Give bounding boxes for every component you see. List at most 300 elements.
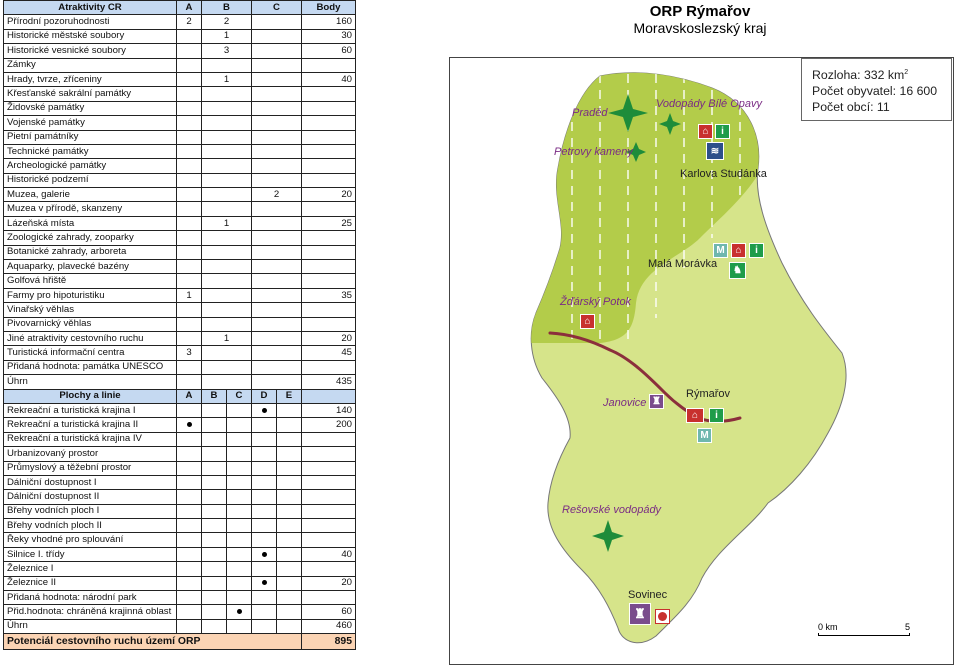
cell-d <box>252 591 277 605</box>
table-row <box>4 562 356 576</box>
cell-body <box>302 317 356 331</box>
cell-c: 2 <box>252 188 302 202</box>
table-row <box>4 619 356 633</box>
scale-bar <box>818 622 910 638</box>
cell-body: 60 <box>302 44 356 58</box>
cell-a <box>177 504 202 518</box>
table-row <box>4 418 356 432</box>
cell-b <box>202 447 227 461</box>
cell-b <box>202 375 252 389</box>
cell-body <box>302 562 356 576</box>
row-name: Železnice I <box>4 562 177 576</box>
total-value: 895 <box>302 634 356 650</box>
table-row <box>4 576 356 590</box>
cell-b <box>202 274 252 288</box>
label-mala: Malá Morávka <box>648 258 718 270</box>
table-row <box>4 29 356 43</box>
area-sup: 2 <box>904 69 909 76</box>
cell-c <box>252 245 302 259</box>
cell-c <box>227 418 252 432</box>
cell-body <box>302 504 356 518</box>
table-row <box>4 260 356 274</box>
table-row <box>4 188 356 202</box>
cell-e <box>277 605 302 619</box>
table-row <box>4 116 356 130</box>
row-name: Železnice II <box>4 576 177 590</box>
cell-a <box>177 188 202 202</box>
row-name: Hrady, tvrze, zříceniny <box>4 72 177 86</box>
cell-b <box>202 87 252 101</box>
cell-a <box>177 490 202 504</box>
cell-c <box>252 58 302 72</box>
cell-body <box>302 116 356 130</box>
cell-a: 2 <box>177 15 202 29</box>
cell-d <box>252 475 277 489</box>
cell-b <box>202 576 227 590</box>
cell-a <box>177 619 202 633</box>
table-row <box>4 144 356 158</box>
cell-c <box>252 375 302 389</box>
cell-c <box>227 475 252 489</box>
cell-c <box>227 547 252 561</box>
cell-a <box>177 303 202 317</box>
cell-b: 1 <box>202 216 252 230</box>
table-row <box>4 159 356 173</box>
cell-body: 40 <box>302 547 356 561</box>
table-row <box>4 360 356 374</box>
cell-a <box>177 418 202 432</box>
cell-body <box>302 274 356 288</box>
cell-a <box>177 44 202 58</box>
cell-e <box>277 562 302 576</box>
label-sovinec: Sovinec <box>628 589 668 601</box>
cell-body <box>302 260 356 274</box>
header-cell: Body <box>302 1 356 15</box>
cell-e <box>277 519 302 533</box>
bullet-dot-icon <box>262 552 267 557</box>
bullet-dot-icon <box>262 408 267 413</box>
cell-a <box>177 231 202 245</box>
cell-c <box>252 116 302 130</box>
cell-b <box>202 101 252 115</box>
cell-d <box>252 533 277 547</box>
cell-b <box>202 519 227 533</box>
cell-body: 20 <box>302 576 356 590</box>
cell-b <box>202 260 252 274</box>
cell-b <box>202 130 252 144</box>
cell-body <box>302 159 356 173</box>
header-cell: B <box>202 389 227 403</box>
label-petrovy: Petrovy kameny <box>554 146 633 158</box>
cell-c <box>227 403 252 417</box>
cell-b <box>202 591 227 605</box>
cell-a <box>177 547 202 561</box>
table-row <box>4 475 356 489</box>
museum-icon: M <box>713 243 728 258</box>
row-name: Vinařský věhlas <box>4 303 177 317</box>
cell-e <box>277 547 302 561</box>
row-name: Aquaparky, plavecké bazény <box>4 260 177 274</box>
cell-b <box>202 245 252 259</box>
label-rymarov: Rýmařov <box>686 388 731 400</box>
label-zdarsky: Žďárský Potok <box>560 296 632 308</box>
cell-body: 435 <box>302 375 356 389</box>
waterfall-icon: ≋ <box>706 142 724 160</box>
label-vodopady: Vodopády Bílé Opavy <box>656 98 762 110</box>
cell-c <box>252 346 302 360</box>
row-name: Rekreační a turistická krajina I <box>4 403 177 417</box>
header-cell: Atraktivity CR <box>4 1 177 15</box>
info-box <box>801 58 952 121</box>
row-name: Zoologické zahrady, zooparky <box>4 231 177 245</box>
spa-icon: ⌂ <box>731 243 746 258</box>
cell-a <box>177 130 202 144</box>
table-row <box>4 87 356 101</box>
attractivity-table <box>3 0 356 650</box>
cell-c <box>227 461 252 475</box>
row-name: Přid.hodnota: chráněná krajinná oblast <box>4 605 177 619</box>
cell-b: 3 <box>202 44 252 58</box>
cell-b <box>202 605 227 619</box>
cell-a <box>177 29 202 43</box>
cell-body: 60 <box>302 605 356 619</box>
cell-b <box>202 490 227 504</box>
row-name: Lázeňská místa <box>4 216 177 230</box>
table-row <box>4 173 356 187</box>
cell-d <box>252 461 277 475</box>
row-name: Řeky vhodné pro splouvání <box>4 533 177 547</box>
cell-c <box>252 144 302 158</box>
cell-body <box>302 101 356 115</box>
cell-c <box>252 331 302 345</box>
row-name: Břehy vodních ploch I <box>4 504 177 518</box>
row-name: Křesťanské sakrální památky <box>4 87 177 101</box>
row-name: Přidaná hodnota: památka UNESCO <box>4 360 177 374</box>
total-label: Potenciál cestovního ruchu území ORP <box>4 634 302 650</box>
cell-c <box>252 101 302 115</box>
cell-body: 460 <box>302 619 356 633</box>
header-cell: B <box>202 1 252 15</box>
cell-b <box>202 360 252 374</box>
cell-c <box>227 447 252 461</box>
cell-b <box>202 317 252 331</box>
cell-b: 1 <box>202 72 252 86</box>
table-row <box>4 504 356 518</box>
table-row <box>4 403 356 417</box>
cell-body <box>302 360 356 374</box>
cell-b <box>202 116 252 130</box>
table-row <box>4 231 356 245</box>
cell-b <box>202 418 227 432</box>
table-row <box>4 101 356 115</box>
bullet-dot-icon <box>187 422 192 427</box>
cell-a <box>177 403 202 417</box>
cell-d <box>252 605 277 619</box>
cell-e <box>277 447 302 461</box>
row-name: Úhrn <box>4 375 177 389</box>
label-karlova: Karlova Studánka <box>680 168 767 180</box>
row-name: Břehy vodních ploch II <box>4 519 177 533</box>
table-row <box>4 245 356 259</box>
cell-b <box>202 619 227 633</box>
label-resovske: Rešovské vodopády <box>562 504 662 516</box>
cell-a <box>177 562 202 576</box>
cell-a <box>177 432 202 446</box>
cell-d <box>252 432 277 446</box>
cell-e <box>277 403 302 417</box>
table-row <box>4 591 356 605</box>
cell-c <box>227 490 252 504</box>
table-row <box>4 346 356 360</box>
cell-body <box>302 231 356 245</box>
cell-b: 1 <box>202 29 252 43</box>
cell-a <box>177 375 202 389</box>
table-row <box>4 303 356 317</box>
cell-a: 1 <box>177 288 202 302</box>
cell-c <box>252 288 302 302</box>
cell-d <box>252 562 277 576</box>
cell-b <box>202 547 227 561</box>
cell-a <box>177 116 202 130</box>
cell-c <box>252 216 302 230</box>
area-label: Rozloha: 332 km <box>812 68 905 83</box>
cell-c <box>227 576 252 590</box>
cell-a <box>177 274 202 288</box>
cell-d <box>252 519 277 533</box>
cell-a <box>177 260 202 274</box>
row-name: Urbanizovaný prostor <box>4 447 177 461</box>
cell-c <box>227 605 252 619</box>
cell-c <box>252 173 302 187</box>
table-row <box>4 490 356 504</box>
bullet-dot-icon <box>237 609 242 614</box>
town-icon: ⌂ <box>686 408 704 423</box>
cell-e <box>277 432 302 446</box>
table-row <box>4 274 356 288</box>
row-name: Přírodní pozoruhodnosti <box>4 15 177 29</box>
cell-c <box>252 260 302 274</box>
table-row <box>4 288 356 302</box>
row-name: Jiné atraktivity cestovního ruchu <box>4 331 177 345</box>
cell-a <box>177 101 202 115</box>
table-row <box>4 317 356 331</box>
row-name: Pietní památníky <box>4 130 177 144</box>
cell-b <box>202 202 252 216</box>
scale-right-label: 5 <box>904 622 910 632</box>
row-name: Technické památky <box>4 144 177 158</box>
map-frame <box>449 57 954 665</box>
cell-body <box>302 519 356 533</box>
cell-a <box>177 87 202 101</box>
table-row <box>4 202 356 216</box>
cell-body <box>302 144 356 158</box>
cell-c <box>227 591 252 605</box>
cell-a <box>177 173 202 187</box>
cell-b <box>202 159 252 173</box>
cell-a <box>177 317 202 331</box>
cell-b <box>202 346 252 360</box>
table-row <box>4 605 356 619</box>
spa-icon: ⌂ <box>698 124 713 139</box>
header-cell: C <box>252 1 302 15</box>
row-name: Silnice I. třídy <box>4 547 177 561</box>
cell-a <box>177 159 202 173</box>
header-cell: A <box>177 389 202 403</box>
cell-e <box>277 591 302 605</box>
table-header-row <box>4 1 356 15</box>
cell-b <box>202 504 227 518</box>
cell-b <box>202 188 252 202</box>
info-icon: i <box>709 408 724 423</box>
cell-body: 20 <box>302 188 356 202</box>
table-row <box>4 547 356 561</box>
table-row <box>4 375 356 389</box>
cell-e <box>277 461 302 475</box>
row-name: Rekreační a turistická krajina II <box>4 418 177 432</box>
cell-b <box>202 231 252 245</box>
area-text <box>812 65 941 83</box>
row-name: Rekreační a turistická krajina IV <box>4 432 177 446</box>
row-name: Historické vesnické soubory <box>4 44 177 58</box>
cell-body <box>302 475 356 489</box>
cell-e <box>277 490 302 504</box>
cell-body <box>302 447 356 461</box>
cell-a <box>177 331 202 345</box>
row-name: Zámky <box>4 58 177 72</box>
map-title-block <box>600 3 800 36</box>
info-icon: i <box>715 124 730 139</box>
cell-c <box>227 533 252 547</box>
header-cell: C <box>227 389 252 403</box>
cell-d <box>252 403 277 417</box>
cell-body <box>302 461 356 475</box>
info-icon: i <box>749 243 764 258</box>
cell-c <box>252 360 302 374</box>
cell-body: 160 <box>302 15 356 29</box>
cell-c <box>252 231 302 245</box>
table-row <box>4 44 356 58</box>
row-name: Farmy pro hipoturistiku <box>4 288 177 302</box>
cell-body: 40 <box>302 72 356 86</box>
cell-c <box>252 159 302 173</box>
cell-body <box>302 533 356 547</box>
municipalities-text: Počet obcí: 11 <box>812 100 890 115</box>
row-name: Průmyslový a těžební prostor <box>4 461 177 475</box>
cell-body: 20 <box>302 331 356 345</box>
cell-c <box>252 29 302 43</box>
row-name: Přidaná hodnota: národní park <box>4 591 177 605</box>
cell-b <box>202 288 252 302</box>
cell-a <box>177 202 202 216</box>
cell-body: 200 <box>302 418 356 432</box>
cell-a <box>177 360 202 374</box>
cell-d <box>252 418 277 432</box>
row-name: Dálniční dostupnost I <box>4 475 177 489</box>
cell-e <box>277 418 302 432</box>
cell-b <box>202 562 227 576</box>
cell-body: 25 <box>302 216 356 230</box>
cell-body <box>302 303 356 317</box>
cell-c <box>252 202 302 216</box>
museum-icon: M <box>697 428 712 443</box>
cell-a <box>177 475 202 489</box>
castle-icon: ♜ <box>629 603 651 625</box>
cell-d <box>252 447 277 461</box>
row-name: Historické městské soubory <box>4 29 177 43</box>
table-row <box>4 447 356 461</box>
cell-a <box>177 461 202 475</box>
row-name: Úhrn <box>4 619 177 633</box>
cell-body <box>302 130 356 144</box>
table-row <box>4 130 356 144</box>
museum-red-icon <box>655 609 670 624</box>
cell-body: 45 <box>302 346 356 360</box>
row-name: Historické podzemí <box>4 173 177 187</box>
cell-a <box>177 72 202 86</box>
cell-body <box>302 432 356 446</box>
header-cell: A <box>177 1 202 15</box>
cell-e <box>277 576 302 590</box>
bullet-dot-icon <box>262 580 267 585</box>
row-name: Muzea v přírodě, skanzeny <box>4 202 177 216</box>
cell-c <box>227 519 252 533</box>
cell-c <box>227 562 252 576</box>
horse-farm-icon: ♞ <box>729 262 746 279</box>
cell-c <box>252 15 302 29</box>
cell-e <box>277 475 302 489</box>
cell-a <box>177 591 202 605</box>
cell-a <box>177 447 202 461</box>
cell-c <box>252 274 302 288</box>
cell-b: 1 <box>202 331 252 345</box>
row-name: Dálniční dostupnost II <box>4 490 177 504</box>
table-row <box>4 331 356 345</box>
table-row <box>4 58 356 72</box>
cell-e <box>277 533 302 547</box>
cell-d <box>252 504 277 518</box>
cell-c <box>252 44 302 58</box>
cell-b <box>202 475 227 489</box>
cell-e <box>277 504 302 518</box>
table-row <box>4 216 356 230</box>
cell-body: 35 <box>302 288 356 302</box>
cell-c <box>252 87 302 101</box>
cell-c <box>252 303 302 317</box>
table-row <box>4 461 356 475</box>
cell-c <box>227 619 252 633</box>
cell-a <box>177 216 202 230</box>
cell-body <box>302 173 356 187</box>
row-name: Golfová hřiště <box>4 274 177 288</box>
cell-c <box>252 130 302 144</box>
cell-c <box>252 72 302 86</box>
header-cell <box>302 389 356 403</box>
cell-e <box>277 619 302 633</box>
header-cell: D <box>252 389 277 403</box>
label-praded: Praděd <box>572 107 608 119</box>
cell-a <box>177 605 202 619</box>
label-janovice: Janovice <box>603 397 647 409</box>
cell-body: 140 <box>302 403 356 417</box>
cell-d <box>252 547 277 561</box>
other-attraction-icon: ♜ <box>649 394 664 409</box>
map-subtitle: Moravskoslezský kraj <box>633 20 767 36</box>
cell-b <box>202 144 252 158</box>
cell-body <box>302 87 356 101</box>
cell-body <box>302 202 356 216</box>
row-name: Botanické zahrady, arboreta <box>4 245 177 259</box>
cell-b <box>202 432 227 446</box>
